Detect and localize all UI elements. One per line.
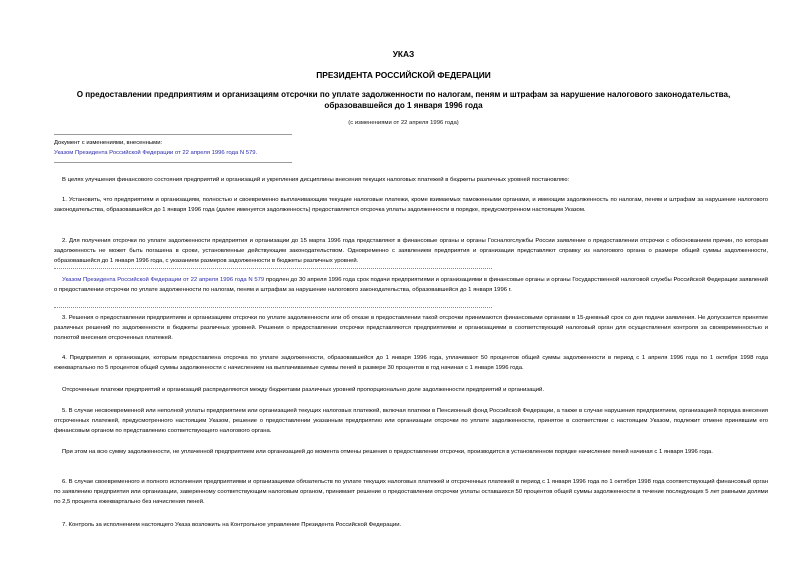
changes-box-label: Документ с изменениями, внесенными: — [54, 140, 163, 146]
paragraph-3: 3. Решения о предоставлении предприятиям и организациям отсрочки по уплате задолженности или об отказе в предоставлении такой отсрочки принимаются финансовыми органами в 15-дневный срок со дня подачи заявления. Не допускается принятие различных решений по задолженности в бюджеты различных уровней. Решения о предоставлении отсрочки представляются предприятиями и организациями в соответствующий налоговый орган для осуществления контроля за своевременностью и полнотой внесения отсроченных платежей. — [54, 315, 768, 341]
paragraph-7: 7. Контроль за исполнением настоящего Указа возложить на Контрольное управление Президента Российской Федерации. — [62, 522, 402, 528]
paragraph-5-continued: При этом на всю сумму задолженности, не уплаченной предприятием или организацией до момента отмены решения о предоставлении отсрочки, производится в установленном порядке начисление пеней начиная с 1 января 1996 года. — [62, 449, 713, 455]
paragraph-2-amendment — [54, 275, 768, 295]
document-subject — [40, 89, 767, 111]
changes-box-top-rule — [54, 134, 292, 135]
paragraph-6: 6. В случае своевременного и полного исполнения предприятиями и организациями обязательств по уплате текущих налоговых платежей и отсроченных платежей в период с 1 января 1996 года по 1 октября 1998 года соответствующий финансовый орган по заявлению предприятия или организации, заверенному соответствующим налоговым органом, принимает решение о предоставлении отсрочки уплаты оставшихся 50 процентов общей суммы задолженности в течение последующих 5 лет равными долями по 2,5 процента ежеквартально без начисления пеней. — [54, 479, 768, 505]
amendment-dotted-rule-bottom — [54, 307, 492, 308]
document-title: УКАЗ — [392, 49, 415, 59]
paragraph-1: 1. Установить, что предприятиям и организациям, полностью и своевременно выплачивающим текущие налоговые платежи, кроме взимаемых таможенными органами, и имеющим задолженность по налогам, пеням и штрафам за нарушение налогового законодательства, образовавшейся до 1 января 1996 года (далее именуется задолженность) предоставляется отсрочка уплаты задолженности в порядке, предусмотренном настоящим Указом. — [54, 197, 768, 213]
changes-box-link[interactable]: Указом Президента Российской Федерации от 22 апреля 1996 года N 579. — [54, 150, 258, 156]
paragraph-2: 2. Для получения отсрочки по уплате задолженности предприятия и организации до 15 марта 1996 года представляют в финансовые органы и органы Госналогслужбы России заявление о предоставлении отсрочки с обоснованием причин, по которым задолженность не может быть погашена в сроки, установленные действующим законодательством. Одновременно с заявлением предприятия и организации представляют справку из налогового органа о размере общей суммы задолженности, образовавшейся до 1 января 1996 года, с указанием размеров задолженности в бюджеты различных уровней. — [54, 238, 768, 264]
paragraph-4-continued: Отсроченные платежи предприятий и организаций распределяются между бюджетами различных уровней пропорционально доле задолженности предприятий и организаций. — [62, 387, 544, 393]
paragraph-2-amendment-link[interactable]: Указом Президента Российской Федерации от 22 апреля 1996 года N 579 — [62, 277, 265, 283]
paragraph-5: 5. В случае несвоевременной или неполной уплаты предприятием или организацией текущих налоговых платежей, включая платежи в Пенсионный фонд Российской Федерации, а также в случае нарушения предприятием, организацией порядка внесения отсроченных платежей, предусмотренного настоящим Указом, решение о предоставлении указанным предприятию или организации отсрочки по уплате задолженности, принятое в соответствии с настоящим Указом, подлежит отмене принявшим его финансовым органом по представлению соответствующего налогового органа. — [54, 408, 768, 434]
changes-box — [54, 138, 257, 158]
amendment-dotted-rule-top — [54, 268, 492, 269]
paragraph-2-amendment-text: продлен до 30 апреля 1996 года срок подачи предприятиями и организациями в финансовые органы и органы Государственной налоговой службы Российской Федерации заявлений о предоставлении отсрочки по уплате задолженности по налогам, пеням и штрафам за нарушение налогового законодательства, образовавшейся до 1 января 1996 г. — [54, 277, 768, 293]
intro-paragraph: В целях улучшения финансового состояния предприятий и организаций и укрепления дисциплины внесения текущих налоговых платежей в бюджеты различных уровней постановляю: — [62, 177, 570, 183]
document-subject-line1: О предоставлении предприятиям и организациям отсрочки по уплате задолженности по налогам, пеням и штрафам за нарушение налогового законодательства, — [76, 90, 731, 99]
paragraph-4: 4. Предприятия и организации, которым предоставлена отсрочка по уплате задолженности, образовавшейся до 1 января 1996 года, уплачивают 50 процентов общей суммы задолженности в период с 1 апреля 1996 года по 1 октября 1998 года ежеквартально по 5 процентов общей суммы задолженности с начислением на выплачиваемые суммы пеней в размере 30 процентов в год начиная с 1 января 1996 года. — [54, 355, 768, 371]
document-subject-line2: образовавшейся до 1 января 1996 года — [324, 101, 483, 110]
amendment-note: (с изменениями от 22 апреля 1996 года) — [348, 120, 459, 126]
document-issuer: ПРЕЗИДЕНТА РОССИЙСКОЙ ФЕДЕРАЦИИ — [316, 70, 491, 80]
changes-box-bottom-rule — [54, 162, 292, 163]
